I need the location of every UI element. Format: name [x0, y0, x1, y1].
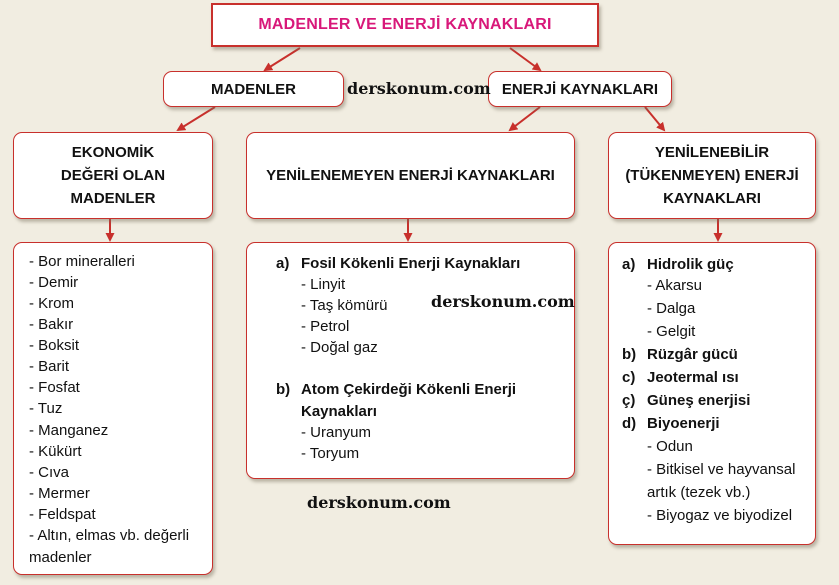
list-item: - Altın, elmas vb. değerli [29, 527, 190, 544]
watermark: derskonum.com [307, 493, 451, 512]
watermark: derskonum.com [431, 292, 575, 311]
list-item: - Fosfat [29, 379, 80, 396]
arrow-title-to-enerji [510, 48, 540, 70]
group-title: Atom Çekirdeği Kökenli Enerji [301, 381, 517, 398]
list-item: - Feldspat [29, 506, 96, 523]
enerji-kaynaklari-box [488, 71, 672, 107]
list-item: - Manganez [29, 422, 109, 439]
yenilenebilir-box [608, 132, 816, 219]
list-item: artık (tezek vb.) [647, 484, 751, 501]
list-item: - Linyit [301, 276, 346, 293]
group-title: Hidrolik güç [647, 256, 734, 273]
ekonomik-title-line: EKONOMİK [71, 144, 155, 161]
group-title: Fosil Kökenli Enerji Kaynakları [301, 255, 521, 272]
list-item: - Biyogaz ve biyodizel [647, 507, 793, 524]
list-item: - Barit [29, 358, 70, 375]
madenler-label: MADENLER [211, 80, 296, 98]
list-item: - Bitkisel ve hayvansal [647, 461, 796, 478]
list-item: madenler [29, 549, 92, 566]
list-item: - Krom [29, 295, 74, 312]
title-box [211, 3, 599, 47]
yenilenemeyen-list-box [246, 242, 575, 479]
page-title: MADENLER VE ENERJİ KAYNAKLARI [258, 16, 552, 33]
list-item: - Mermer [29, 485, 90, 502]
list-item: - Bor mineralleri [29, 253, 135, 270]
list-item: - Doğal gaz [301, 339, 378, 356]
yenilenemeyen-title: YENİLENEMEYEN ENERJİ KAYNAKLARI [266, 167, 555, 184]
group-title: Kaynakları [301, 403, 377, 420]
ekonomik-madenler-box [13, 132, 213, 219]
list-item: - Cıva [29, 464, 70, 481]
group-title: Rüzgâr gücü [647, 346, 738, 363]
list-item: - Taş kömürü [301, 297, 388, 314]
group-marker: c) [622, 369, 636, 386]
list-item: - Uranyum [301, 424, 372, 441]
yenilenebilir-title-line: YENİLENEBİLİR [654, 144, 770, 161]
arrow-enerji-to-yenilenebilir [645, 107, 664, 130]
ekonomik-title-line: DEĞERİ OLAN [60, 167, 166, 184]
list-item: - Kükürt [29, 443, 82, 460]
yenilenebilir-title-line: KAYNAKLARI [663, 190, 761, 207]
group-marker: b) [622, 346, 637, 363]
list-item: - Akarsu [647, 277, 703, 294]
group-marker: a) [276, 255, 290, 272]
list-item: - Petrol [301, 318, 350, 335]
group-marker: ç) [622, 392, 636, 409]
group-title: Güneş enerjisi [647, 392, 751, 409]
yenilenemeyen-box [246, 132, 575, 219]
enerji-kaynaklari-label: ENERJİ KAYNAKLARI [501, 80, 659, 98]
list-item: - Bakır [29, 316, 74, 333]
list-item: - Dalga [647, 300, 696, 317]
group-marker: a) [622, 256, 636, 273]
watermark: derskonum.com [347, 79, 491, 98]
ekonomik-title-line: MADENLER [70, 190, 156, 207]
arrow-title-to-madenler [265, 48, 300, 70]
yenilenebilir-list-box [608, 242, 816, 545]
list-item: - Demir [29, 274, 79, 291]
group-marker: b) [276, 381, 291, 398]
list-item: - Odun [647, 438, 693, 455]
group-marker: d) [622, 415, 637, 432]
list-item: - Tuz [29, 400, 63, 417]
group-title: Biyoenerji [647, 415, 720, 432]
madenler-box [163, 71, 344, 107]
group-title: Jeotermal ısı [647, 369, 739, 386]
madenler-list-box [13, 242, 213, 575]
arrow-madenler-to-ekonomik [178, 107, 215, 130]
list-item: - Toryum [301, 445, 360, 462]
list-item: - Boksit [29, 337, 80, 354]
list-item: - Gelgit [647, 323, 696, 340]
yenilenebilir-title-line: (TÜKENMEYEN) ENERJİ [625, 167, 799, 184]
arrow-enerji-to-yenilenemeyen [510, 107, 540, 130]
